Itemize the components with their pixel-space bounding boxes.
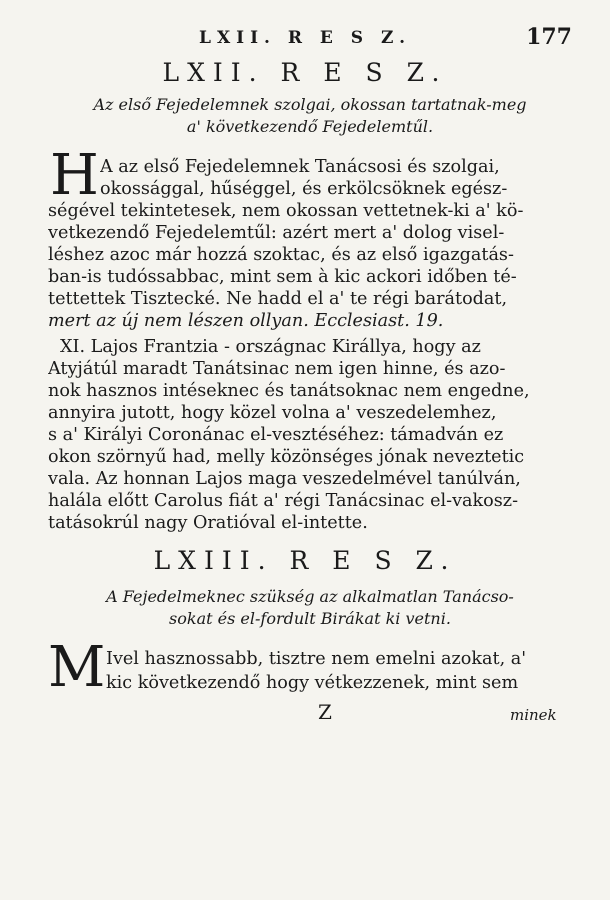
chapter-62-line-13: s a' Királyi Coronánac el-vesztéséhez: támadván ez bbox=[48, 425, 504, 445]
chapter-62-title-line-1: Az első Fejedelemnek szolgai, okossan tartatnak-meg bbox=[93, 95, 527, 114]
running-head bbox=[0, 22, 610, 52]
chapter-62-line-7: tettettek Tisztecké. Ne hadd el a' te régi barátodat, bbox=[48, 289, 508, 309]
chapter-63-line-2: kic következendő hogy vétkezzenek, mint sem bbox=[106, 673, 519, 693]
chapter-62-line-4: vetkezendő Fejedelemtűl: azért mert a' dolog visel- bbox=[48, 223, 505, 243]
chapter-62-line-5: léshez azoc már hozzá szoktac, és az első igazgatás- bbox=[48, 245, 514, 265]
chapter-63-title-line-1: A Fejedelmeknec szükség az alkalmatlan Tanácso- bbox=[106, 587, 514, 606]
chapter-62-line-17: tatásokrúl nagy Oratióval el-intette. bbox=[48, 513, 368, 533]
chapter-62-line-9: XI. Lajos Frantzia - országnac Királlya, hogy az bbox=[60, 337, 481, 357]
chapter-63-line-1: Ivel hasznossabb, tisztre nem emelni azokat, a' bbox=[106, 649, 527, 669]
chapter-62-line-15: vala. Az honnan Lajos maga veszedelmével tanúlván, bbox=[48, 469, 521, 489]
page-number: 177 bbox=[526, 24, 572, 50]
chapter-62-drop-cap: H bbox=[50, 143, 99, 208]
chapter-62-line-8: mert az új nem lészen ollyan. Ecclesiast. 19. bbox=[48, 311, 444, 331]
chapter-62-line-1: A az első Fejedelemnek Tanácsosi és szolgai, bbox=[100, 157, 500, 177]
chapter-63-title-line-2: sokat és el-fordult Birákat ki vetni. bbox=[169, 609, 451, 628]
catchword: minek bbox=[510, 706, 557, 724]
running-title: LXII. R E S Z. bbox=[198, 28, 412, 48]
chapter-62-line-2: okossággal, hűséggel, és erkölcsöknek egész- bbox=[100, 179, 508, 199]
chapter-62-title-line-2: a' következendő Fejedelemtűl. bbox=[186, 117, 434, 136]
chapter-63-drop-cap: M bbox=[48, 635, 106, 700]
chapter-62-line-6: ban-is tudóssabbac, mint sem à kic ackori időben té- bbox=[48, 267, 517, 287]
chapter-63-heading: LXIII. R E S Z. bbox=[153, 546, 457, 575]
chapter-62-line-16: halála előtt Carolus fiát a' régi Tanácsinac el-vakosz- bbox=[48, 491, 519, 511]
chapter-62-line-3: ségével tekintetesek, nem okossan vettetnek-ki a' kö- bbox=[48, 201, 524, 221]
chapter-62-line-10: Atyjátúl maradt Tanátsinac nem igen hinne, és azo- bbox=[48, 359, 506, 379]
chapter-62-line-12: annyira jutott, hogy közel volna a' veszedelemhez, bbox=[48, 403, 497, 423]
signature-mark: Z bbox=[318, 700, 334, 724]
chapter-62-heading: LXII. R E S Z. bbox=[162, 58, 448, 87]
chapter-62-line-14: okon szörnyű had, melly közönséges jónak neveztetic bbox=[48, 447, 525, 467]
chapter-62-line-11: nok hasznos intéseknec és tanátsoknac nem engedne, bbox=[48, 381, 530, 401]
